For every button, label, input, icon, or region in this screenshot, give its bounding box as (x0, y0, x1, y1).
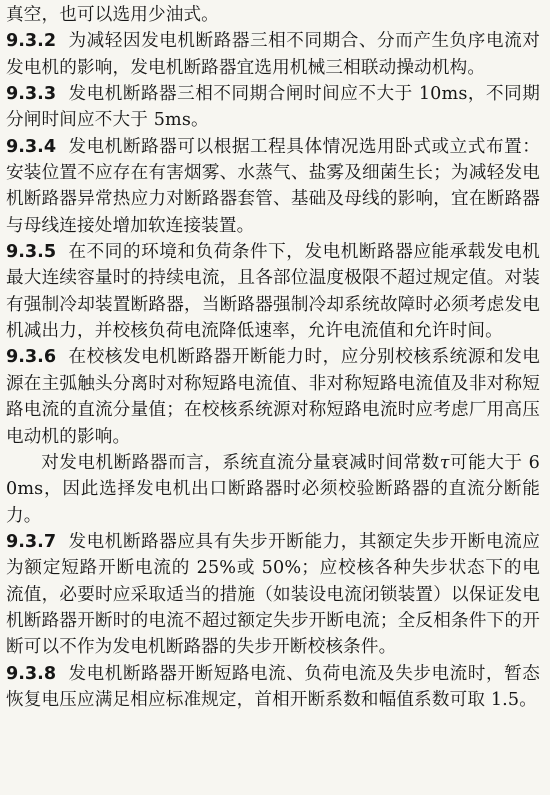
clause-text: 为减轻因发电机断路器三相不同期合、分而产生负序电流对发电机的影响，发电机断路器宜选用机械三相联动操动机构。 (6, 31, 540, 78)
clause-text: 发电机断路器应具有失步开断能力，其额定失步开断电流应为额定短路开断电流的 25%或 50%；应校核各种失步状态下的电流值，必要时应采取适当的措施（如装设电流闭锁装置）以保证发电机断路器开断时的电流不超过额定失步开断电流；全反相条件下的开断可以不作为发电机断路器的失步开断校核条件。 (6, 531, 540, 658)
clause-number: 9.3.2 (6, 31, 57, 52)
clause-number: 9.3.5 (6, 242, 57, 263)
tau-explanation-paragraph (6, 450, 540, 529)
clause-9-3-4 (6, 134, 540, 239)
clause-number: 9.3.6 (6, 347, 57, 368)
clause-text: 在不同的环境和负荷条件下，发电机断路器应能承载发电机最大连续容量时的持续电流，且各部位温度极限不超过规定值。对装有强制冷却装置断路器，当断路器强制冷却系统故障时必须考虑发电机减出力，并校核负荷电流降低速率，允许电流值和允许时间。 (6, 242, 540, 342)
clause-number: 9.3.8 (6, 663, 57, 684)
clause-text: 发电机断路器开断短路电流、负荷电流及失步电流时，暂态恢复电压应满足相应标准规定，首相开断系数和幅值系数可取 1.5。 (6, 663, 540, 710)
clause-text: 在校核发电机断路器开断能力时，应分别校核系统源和发电源在主弧触头分离时对称短路电流值、非对称短路电流值及非对称短路电流的直流分量值；在校核系统源对称短路电流时应考虑厂用高压电动机的影响。 (6, 347, 540, 447)
clause-9-3-5 (6, 239, 540, 344)
clause-9-3-6 (6, 344, 540, 449)
clause-text: 发电机断路器可以根据工程具体情况选用卧式或立式布置：安装位置不应存在有害烟雾、水蒸气、盐雾及细菌生长；为减轻发电机断路器异常热应力对断路器套管、基础及母线的影响，宜在断路器与母线连接处增加软连接装置。 (6, 136, 540, 236)
continuation-text: 真空，也可以选用少油式。 (6, 5, 219, 25)
clause-number: 9.3.4 (6, 136, 57, 157)
tau-text-after: 可能大于 60ms，因此选择发电机出口断路器时必须校验断路器的直流分断能力。 (6, 452, 540, 526)
clause-9-3-3 (6, 81, 540, 134)
clause-number: 9.3.3 (6, 84, 57, 105)
clause-number: 9.3.7 (6, 531, 57, 552)
clause-9-3-8 (6, 661, 540, 714)
clause-9-3-2 (6, 28, 540, 81)
clause-text: 发电机断路器三相不同期合闸时间应不大于 10ms，不同期分闸时间应不大于 5ms。 (6, 84, 540, 131)
tau-symbol: τ (439, 452, 450, 473)
tau-text-before: 对发电机断路器而言，系统直流分量衰减时间常数 (41, 452, 440, 473)
clause-9-3-7 (6, 529, 540, 661)
